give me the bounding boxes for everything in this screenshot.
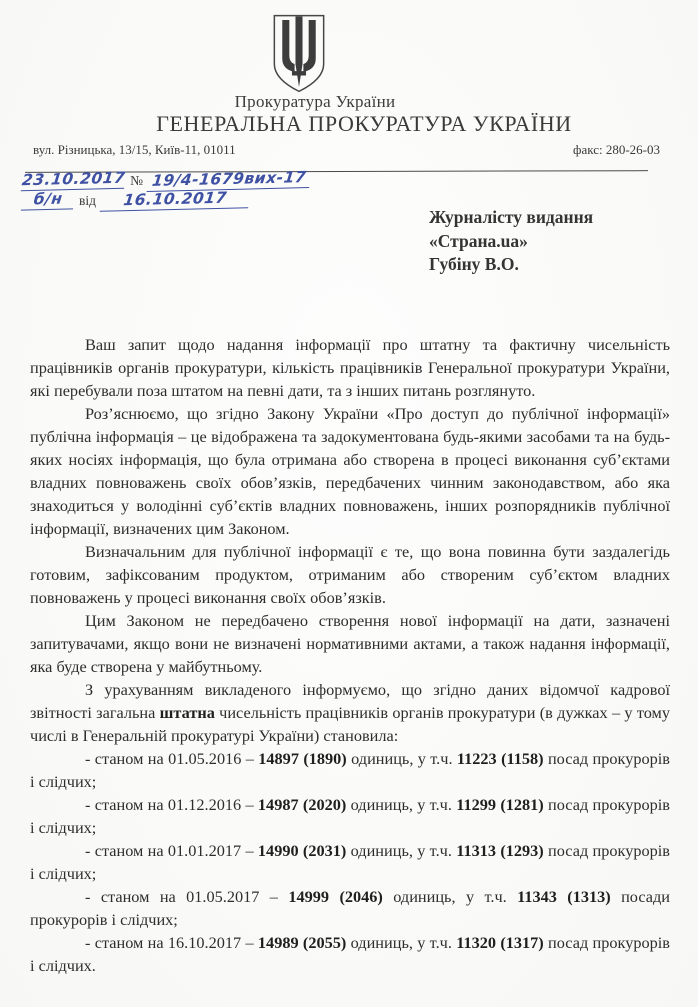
org-name-title: ГЕНЕРАЛЬНА ПРОКУРАТУРА УКРАЇНИ — [156, 111, 572, 136]
paragraph-law-definition: Роз’яснюємо, що згідно Закону України «Про доступ до публічної інформації» публічна інформація – це відображена та задокументована будь-якими засобами та на будь-яких носіях інформація, що була отримана або створена в процесі виконання суб’єктами владних повноважень своїх обов’язків, передбачених чинним законодавством, або яка знаходиться у володінні суб’єктів владних повноважень, інших розпорядників публічної інформації, визначених цим Законом. — [30, 404, 670, 538]
incoming-registration-row — [22, 190, 310, 210]
addressee-name: Губіну В.О. — [429, 254, 519, 274]
handwritten-outgoing-number: 19/4-1679вих-17 — [147, 169, 312, 192]
paragraph-request: Ваш запит щодо надання інформації про штатну та фактичну чисельність працівників органів прокуратури, кількість працівників Генеральної прокуратури України, які перебували поза штатом на певні дати, та з інших питань розглянуто. — [30, 335, 670, 400]
letter-body — [30, 333, 670, 977]
paragraph-no-new-info: Цим Законом не передбачено створення нової інформації на дати, зазначені запитувачами, якщо вони не визначені нормативними актами, а також надання інформації, яка буде створена у майбутньому. — [30, 611, 670, 676]
registration-stamp — [22, 170, 310, 210]
staff-count-item: - станом на 01.05.2016 – 14897 (1890) одиниць, у т.ч. 11223 (1158) посад прокурорів і слідчих; — [30, 749, 670, 791]
trident-icon — [270, 13, 328, 94]
handwritten-incoming-date: 16.10.2017 — [100, 189, 251, 212]
addressee-block — [429, 206, 593, 277]
bold-word-shtatna: штатна — [159, 703, 215, 722]
paragraph-key-criterion: Визначальним для публічної інформації є те, що вона повинна бути заздалегідь готовим, зафіксованим продуктом, отриманим або створеним суб’єктом владних повноважень у процесі виконання своїх обов’язків. — [30, 542, 670, 607]
org-name-small: Прокуратура України — [234, 92, 396, 111]
staff-count-item: - станом на 01.12.2016 – 14987 (2020) одиниць, у т.ч. 11299 (1281) посад прокурорів і слідчих; — [30, 795, 670, 837]
number-label: № — [130, 173, 143, 188]
addressee-publication: «Страна.ua» — [429, 230, 528, 251]
addressee-role: Журналісту видання — [429, 207, 594, 227]
staff-count-item: - станом на 01.05.2017 – 14999 (2046) одиниць, у т.ч. 11343 (1313) посади прокурорів і слідчих; — [30, 887, 671, 929]
handwritten-incoming-ref: б/н — [21, 190, 75, 210]
outgoing-registration-row — [22, 170, 310, 190]
staff-count-item: - станом на 16.10.2017 – 14989 (2055) одиниць, у т.ч. 11320 (1317) посад прокурорів і слідчих. — [30, 933, 670, 975]
handwritten-outgoing-date: 23.10.2017 — [21, 170, 127, 192]
org-fax: факс: 280-26-03 — [573, 142, 660, 157]
staff-count-item: - станом на 01.01.2017 – 14990 (2031) одиниць, у т.ч. 11313 (1293) посад прокурорів і слідчих; — [30, 841, 670, 883]
paragraph-staff-summary: З урахуванням викладеного інформуємо, що згідно даних відомчої кадрової звітності загальна штатна чисельність працівників органів прокуратури (в дужках – у тому числі в Генеральній прокуратурі України) становила: — [30, 680, 670, 745]
ukraine-trident-emblem — [270, 13, 328, 94]
from-label: від — [79, 193, 96, 208]
org-address: вул. Різницька, 13/15, Київ-11, 01011 — [33, 142, 236, 157]
